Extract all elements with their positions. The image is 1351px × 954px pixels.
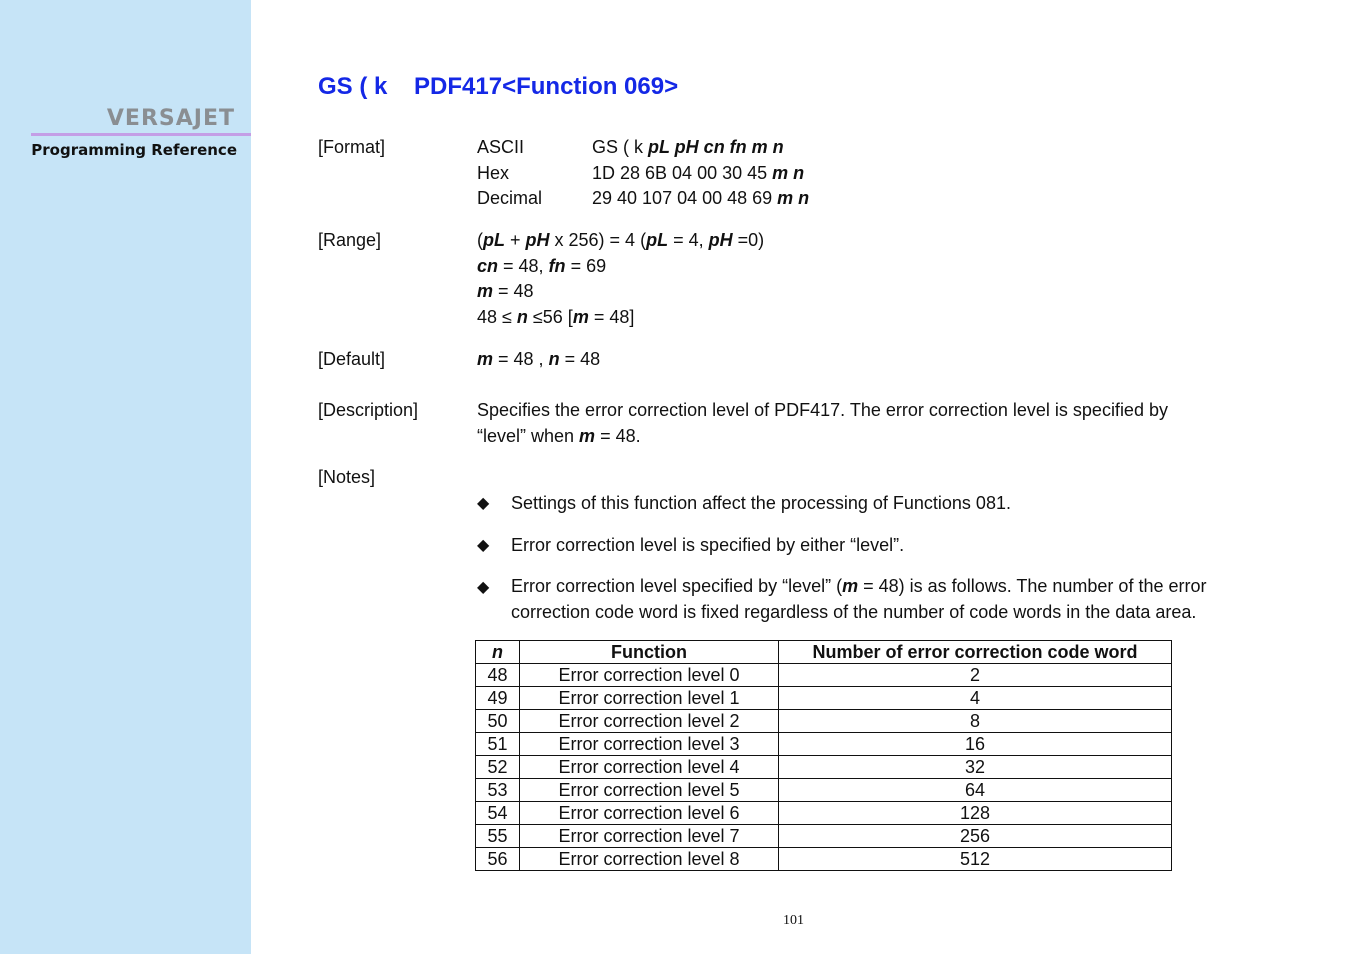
cell-n: 49 bbox=[476, 687, 520, 710]
range-line-2: cn = 48, fn = 69 bbox=[477, 256, 607, 276]
note-3-continued: correction code word is fixed regardless of the number of code words in the data area. bbox=[511, 602, 1197, 622]
cell-function: Error correction level 5 bbox=[520, 779, 779, 802]
cell-code-words: 4 bbox=[779, 687, 1172, 710]
cell-function: Error correction level 7 bbox=[520, 825, 779, 848]
bullet-diamond-icon: ◆ bbox=[477, 579, 490, 596]
cell-n: 56 bbox=[476, 848, 520, 871]
table-row bbox=[476, 710, 1172, 733]
cell-function: Error correction level 8 bbox=[520, 848, 779, 871]
table-row bbox=[476, 687, 1172, 710]
range-line-4: 48 ≤ n ≤56 [m = 48] bbox=[477, 307, 635, 327]
description-label: [Description] bbox=[318, 400, 419, 420]
cell-n: 54 bbox=[476, 802, 520, 825]
cell-function: Error correction level 4 bbox=[520, 756, 779, 779]
cell-code-words: 64 bbox=[779, 779, 1172, 802]
table-row bbox=[476, 664, 1172, 687]
cell-n: 50 bbox=[476, 710, 520, 733]
table-row bbox=[476, 756, 1172, 779]
description-line-2: “level” when m = 48. bbox=[477, 426, 641, 446]
header-function: Function bbox=[520, 641, 779, 664]
bullet-diamond-icon: ◆ bbox=[477, 495, 490, 512]
cell-code-words: 2 bbox=[779, 664, 1172, 687]
format-ascii-label: ASCII bbox=[477, 137, 525, 157]
range-line-3: m = 48 bbox=[477, 281, 534, 301]
page-title: GS ( k PDF417<Function 069> bbox=[318, 73, 679, 100]
range-line-1: (pL + pH x 256) = 4 (pL = 4, pH =0) bbox=[477, 230, 765, 250]
brand-logo: VERSAJET bbox=[106, 106, 235, 131]
cell-function: Error correction level 2 bbox=[520, 710, 779, 733]
cell-function: Error correction level 0 bbox=[520, 664, 779, 687]
cell-function: Error correction level 1 bbox=[520, 687, 779, 710]
table-row bbox=[476, 825, 1172, 848]
default-value: m = 48 , n = 48 bbox=[477, 349, 601, 369]
default-label: [Default] bbox=[318, 349, 386, 369]
header-n: n bbox=[476, 641, 520, 664]
cell-n: 53 bbox=[476, 779, 520, 802]
cell-code-words: 512 bbox=[779, 848, 1172, 871]
format-decimal-value: 29 40 107 04 00 48 69 m n bbox=[592, 188, 810, 208]
manual-subtitle: Programming Reference bbox=[31, 141, 237, 159]
format-decimal-label: Decimal bbox=[477, 188, 543, 208]
cell-n: 52 bbox=[476, 756, 520, 779]
note-2: Error correction level is specified by either “level”. bbox=[511, 535, 905, 555]
format-hex-label: Hex bbox=[477, 163, 510, 183]
range-label: [Range] bbox=[318, 230, 382, 250]
page-number: 101 bbox=[783, 913, 804, 928]
format-ascii-value: GS ( k pL pH cn fn m n bbox=[592, 137, 784, 157]
table-header-row bbox=[476, 641, 1172, 664]
note-1: Settings of this function affect the processing of Functions 081. bbox=[511, 493, 1011, 513]
cell-code-words: 16 bbox=[779, 733, 1172, 756]
cell-code-words: 32 bbox=[779, 756, 1172, 779]
cell-function: Error correction level 6 bbox=[520, 802, 779, 825]
note-3: Error correction level specified by “level” (m = 48) is as follows. The number of the error bbox=[511, 576, 1207, 596]
cell-code-words: 256 bbox=[779, 825, 1172, 848]
sidebar bbox=[0, 0, 251, 954]
cell-n: 55 bbox=[476, 825, 520, 848]
table-row bbox=[476, 733, 1172, 756]
cell-code-words: 128 bbox=[779, 802, 1172, 825]
format-hex-value: 1D 28 6B 04 00 30 45 m n bbox=[592, 163, 805, 183]
bullet-diamond-icon: ◆ bbox=[477, 537, 490, 554]
cell-n: 51 bbox=[476, 733, 520, 756]
error-correction-table bbox=[475, 640, 1172, 871]
table-row bbox=[476, 848, 1172, 871]
cell-function: Error correction level 3 bbox=[520, 733, 779, 756]
header-code-words: Number of error correction code word bbox=[779, 641, 1172, 664]
description-line-1: Specifies the error correction level of PDF417. The error correction level is specified by bbox=[477, 400, 1168, 420]
notes-label: [Notes] bbox=[318, 467, 376, 487]
table-row bbox=[476, 802, 1172, 825]
format-label: [Format] bbox=[318, 137, 386, 157]
cell-code-words: 8 bbox=[779, 710, 1172, 733]
cell-n: 48 bbox=[476, 664, 520, 687]
table-row bbox=[476, 779, 1172, 802]
brand-divider bbox=[31, 133, 251, 136]
